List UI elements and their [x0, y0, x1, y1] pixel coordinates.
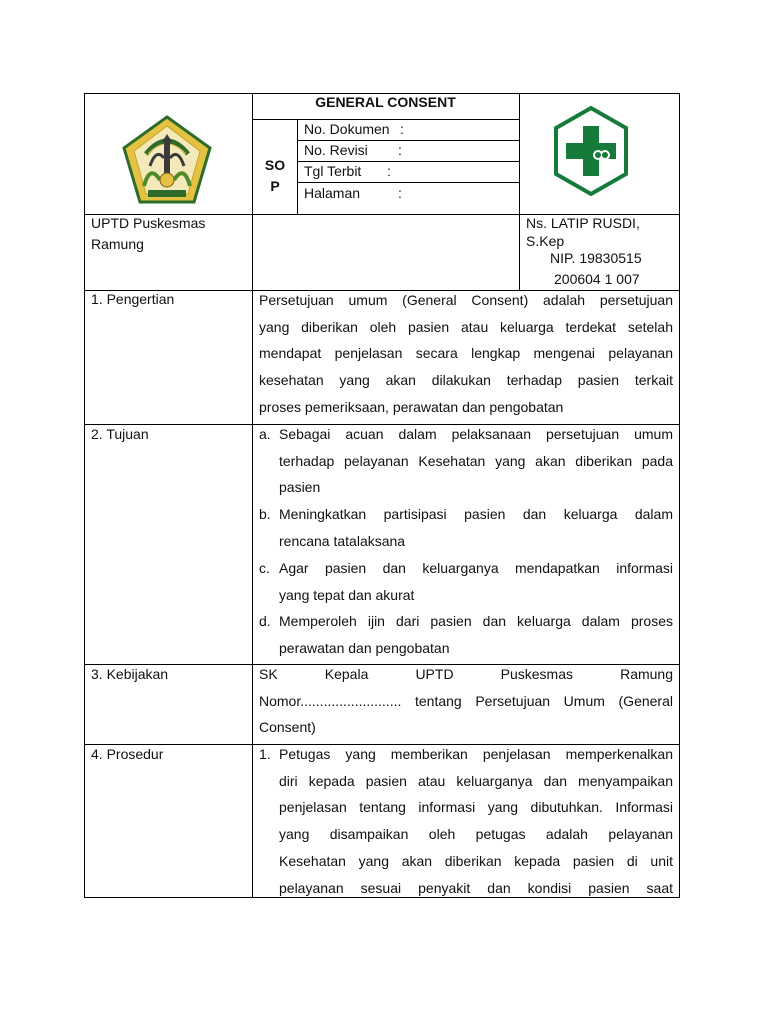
pengertian-line: proses pemeriksaan, perawatan dan pengobatan: [259, 398, 564, 415]
tujuan-line: yang tepat dan akurat: [279, 586, 415, 603]
prosedur-line: pelayanan sesuai penyakit dan kondisi pasien saat: [279, 879, 673, 896]
regency-coat-of-arms-icon: [120, 114, 214, 206]
document-title: GENERAL CONSENT: [315, 94, 456, 110]
field-tgl-terbit-sep: :: [387, 163, 391, 179]
prosedur-line: penjelasan tentang informasi yang dibutuhkan. Informasi: [279, 799, 673, 816]
pengertian-line: mendapat penjelasan secara lengkap mengenai pelayanan: [259, 345, 673, 362]
pengertian-line: kesehatan yang akan dilakukan terhadap pasien terkait: [259, 372, 673, 389]
section-label-tujuan: 2. Tujuan: [91, 426, 149, 442]
field-halaman-label: Halaman: [304, 185, 361, 201]
tujuan-line: terhadap pelayanan Kesehatan yang akan diberikan pada: [279, 452, 673, 469]
list-marker: b.: [259, 506, 271, 522]
list-marker: 1.: [259, 746, 271, 762]
prosedur-line: Petugas yang memberikan penjelasan memperkenalkan: [279, 746, 673, 762]
tujuan-line: Sebagai acuan dalam pelaksanaan persetujuan umum: [279, 426, 673, 442]
sop-label-line1: SO: [264, 157, 286, 173]
field-no-revisi-sep: :: [398, 142, 402, 158]
kebijakan-paragraph: [259, 661, 673, 741]
org-name-line1: UPTD Puskesmas: [91, 215, 206, 231]
field-tgl-terbit-label: Tgl Terbit: [304, 163, 362, 179]
list-marker: d.: [259, 613, 271, 629]
kebijakan-line: Nomor.......................... tentang Persetujuan Umum (General: [259, 692, 673, 709]
tujuan-line: Agar pasien dan keluarganya mendapatkan informasi: [279, 560, 673, 576]
field-no-dokumen-label: No. Dokumen: [304, 121, 390, 137]
list-marker: c.: [259, 560, 270, 576]
pengertian-line: Persetujuan umum (General Consent) adalah persetujuan: [259, 292, 673, 308]
tujuan-line: Memperoleh ijin dari pasien dan keluarga dalam proses: [279, 613, 673, 629]
signer-nip-line2: 200604 1 007: [554, 271, 640, 287]
pengertian-paragraph: [259, 287, 673, 421]
sop-divider: [297, 119, 298, 214]
table-column-divider-right: [519, 93, 520, 290]
pengertian-line: yang diberikan oleh pasien atau keluarga terdekat setelah: [259, 318, 673, 335]
tujuan-line: rencana tatalaksana: [279, 532, 406, 549]
tujuan-line: perawatan dan pengobatan: [279, 639, 450, 656]
puskesmas-green-cross-icon: [553, 106, 629, 196]
signer-nip-line1: NIP. 19830515: [550, 250, 642, 266]
signer-name-line1: Ns. LATIP RUSDI,: [526, 215, 640, 231]
field-divider: [297, 182, 519, 183]
signer-name-line2: S.Kep: [526, 233, 565, 249]
section-label-pengertian: 1. Pengertian: [91, 291, 175, 307]
kebijakan-line: Consent): [259, 719, 316, 736]
title-divider: [252, 119, 519, 120]
tujuan-line: Meningkatkan partisipasi pasien dan keluarga dalam: [279, 506, 673, 522]
field-no-revisi-label: No. Revisi: [304, 142, 368, 158]
sop-label-line2: P: [270, 178, 280, 194]
section-label-prosedur: 4. Prosedur: [91, 746, 164, 762]
tujuan-line: pasien: [279, 479, 321, 496]
list-marker: a.: [259, 426, 271, 442]
field-no-dokumen-sep: :: [400, 121, 404, 137]
field-divider: [297, 161, 519, 162]
prosedur-line: diri kepada pasien atau keluarganya dan menyampaikan: [279, 772, 673, 789]
org-name-line2: Ramung: [91, 236, 144, 252]
kebijakan-line: SK Kepala UPTD Puskesmas Ramung: [259, 666, 673, 682]
field-halaman-sep: :: [398, 185, 402, 201]
prosedur-line: yang disampaikan oleh petugas adalah pelayanan: [279, 826, 673, 843]
section-label-kebijakan: 3. Kebijakan: [91, 666, 169, 682]
prosedur-line: Kesehatan yang akan diberikan kepada pasien di unit: [279, 852, 673, 869]
field-divider: [297, 140, 519, 141]
